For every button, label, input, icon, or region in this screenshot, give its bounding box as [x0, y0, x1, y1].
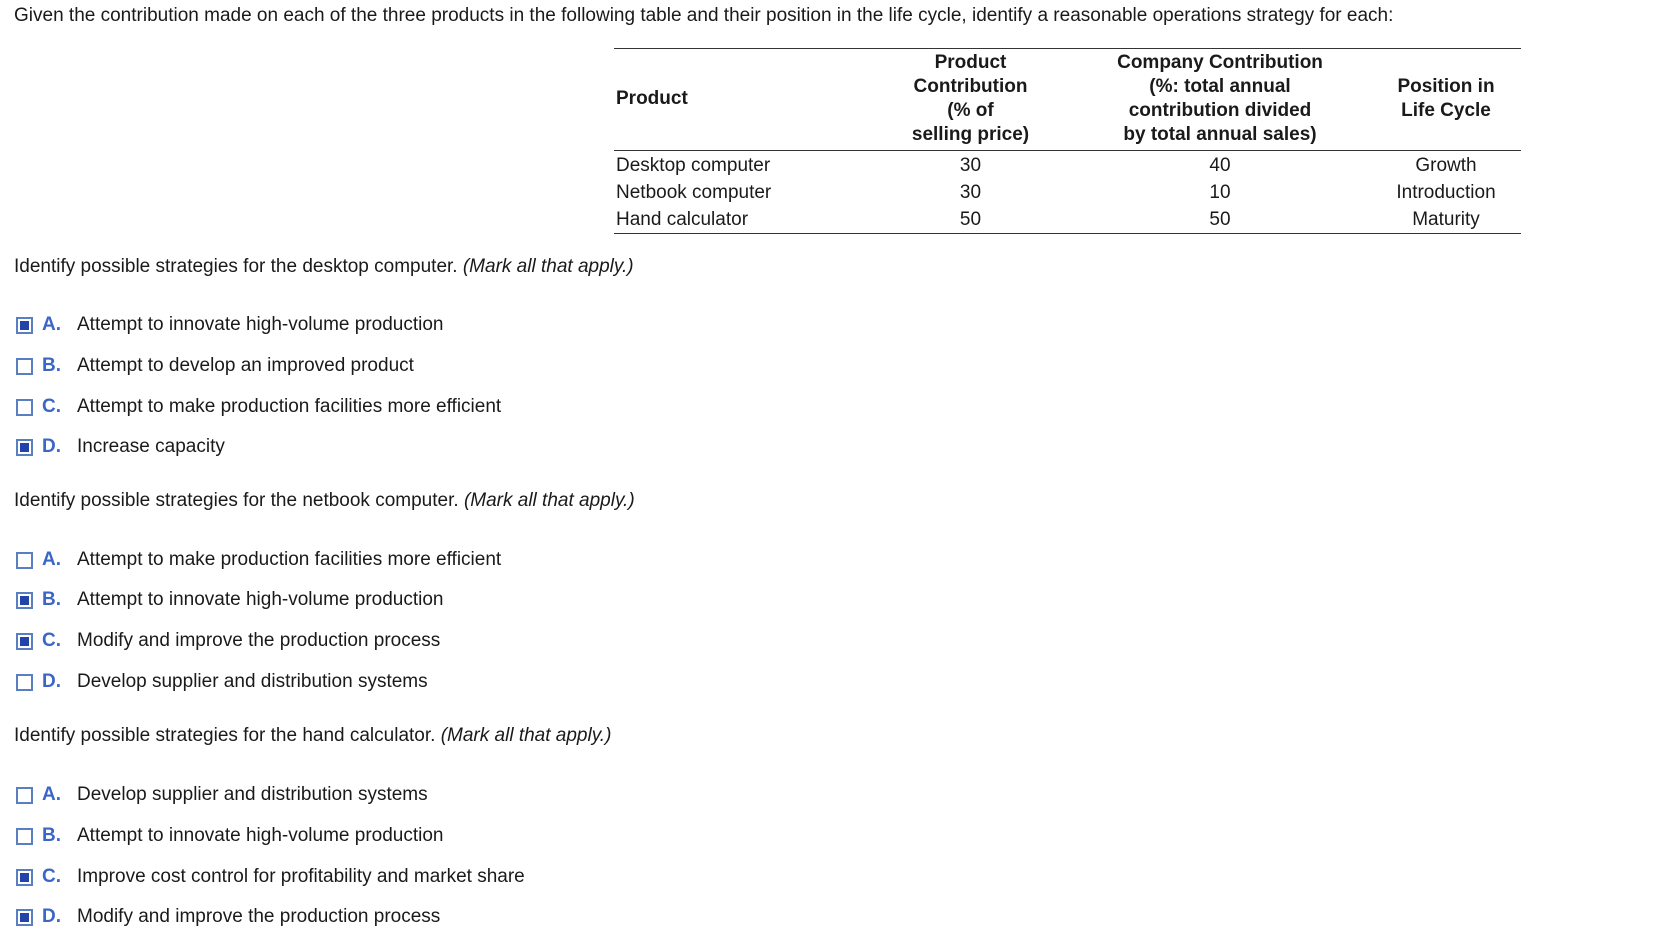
- table-row: [614, 151, 1521, 180]
- header-line: Product: [934, 52, 1007, 73]
- option-text: Develop supplier and distribution systems: [77, 784, 428, 805]
- checkbox-icon[interactable]: [16, 552, 33, 569]
- netbook-option-d[interactable]: [16, 669, 428, 695]
- product-data-table: [614, 48, 1521, 234]
- header-line: contribution divided: [1128, 100, 1312, 121]
- calculator-option-a[interactable]: [16, 782, 428, 808]
- checkbox-icon[interactable]: [16, 828, 33, 845]
- netbook-option-c[interactable]: [16, 628, 440, 654]
- netbook-option-a[interactable]: [16, 547, 501, 573]
- question-calculator-prompt: [14, 725, 611, 747]
- netbook-option-b[interactable]: [16, 587, 444, 613]
- cell-company-contribution: 10: [1209, 182, 1231, 203]
- table-row: [614, 179, 1521, 206]
- cell-product-contribution: 50: [959, 209, 982, 230]
- option-text: Attempt to make production facilities more efficient: [77, 396, 502, 417]
- option-letter: B.: [42, 589, 61, 610]
- table-row: [614, 206, 1521, 234]
- calculator-option-d[interactable]: [16, 904, 440, 930]
- option-text: Attempt to make production facilities more efficient: [77, 549, 502, 570]
- cell-company-contribution: 40: [1209, 155, 1231, 176]
- desktop-option-b[interactable]: [16, 353, 414, 379]
- checkbox-icon[interactable]: [16, 674, 33, 691]
- option-letter: B.: [42, 355, 61, 376]
- cell-position: Growth: [1415, 155, 1477, 176]
- cell-company-contribution: 50: [1209, 209, 1231, 230]
- calculator-option-b[interactable]: [16, 823, 444, 849]
- option-text: Modify and improve the production process: [77, 906, 441, 927]
- option-text: Modify and improve the production process: [77, 630, 441, 651]
- cell-position: Maturity: [1412, 209, 1480, 230]
- header-line: by total annual sales): [1123, 124, 1317, 145]
- option-letter: C.: [42, 630, 61, 651]
- header-line: Position in: [1397, 76, 1495, 97]
- option-text: Attempt to innovate high-volume production: [77, 589, 444, 610]
- desktop-option-a[interactable]: [16, 312, 444, 338]
- header-line: (%: total annual: [1149, 76, 1291, 97]
- question-instruction: (Mark all that apply.): [463, 490, 635, 511]
- option-letter: C.: [42, 396, 61, 417]
- option-text: Improve cost control for profitability and market share: [77, 866, 525, 887]
- option-letter: B.: [42, 825, 61, 846]
- option-letter: C.: [42, 866, 61, 887]
- checkbox-fill: [20, 913, 29, 922]
- option-text: Attempt to develop an improved product: [77, 355, 414, 376]
- header-line: selling price): [911, 124, 1030, 145]
- question-text: Identify possible strategies for the desktop computer.: [14, 256, 458, 277]
- option-text: Attempt to innovate high-volume production: [77, 825, 444, 846]
- cell-product: Hand calculator: [616, 209, 749, 230]
- cell-product: Desktop computer: [616, 155, 771, 176]
- question-netbook-prompt: [14, 490, 635, 512]
- option-letter: A.: [42, 549, 61, 570]
- option-text: Attempt to innovate high-volume production: [77, 314, 444, 335]
- header-line: Contribution: [913, 76, 1028, 97]
- option-letter: D.: [42, 906, 61, 927]
- option-text: Develop supplier and distribution systems: [77, 671, 428, 692]
- question-text: Identify possible strategies for the netbook computer.: [14, 490, 459, 511]
- option-letter: D.: [42, 671, 61, 692]
- header-line: Company Contribution: [1117, 52, 1323, 73]
- header-line: Life Cycle: [1401, 100, 1491, 121]
- checkbox-fill: [20, 443, 29, 452]
- question-instruction: (Mark all that apply.): [440, 725, 612, 746]
- cell-product-contribution: 30: [959, 182, 982, 203]
- question-intro: Given the contribution made on each of the three products in the following table and their position in the life cycle, identify a reasonable operations strategy for each:: [14, 5, 1394, 26]
- desktop-option-d[interactable]: [16, 434, 225, 460]
- calculator-option-c[interactable]: [16, 864, 525, 890]
- option-text: Increase capacity: [77, 436, 225, 457]
- checkbox-icon[interactable]: [16, 633, 33, 650]
- cell-product-contribution: 30: [959, 155, 982, 176]
- cell-position: Introduction: [1396, 182, 1496, 203]
- checkbox-icon[interactable]: [16, 592, 33, 609]
- header-product-contribution: [872, 49, 1069, 151]
- header-line: (% of: [947, 100, 994, 121]
- question-desktop-prompt: [14, 256, 634, 278]
- option-letter: A.: [42, 314, 61, 335]
- checkbox-fill: [20, 596, 29, 605]
- header-position: [1371, 49, 1521, 151]
- checkbox-fill: [20, 321, 29, 330]
- checkbox-fill: [20, 873, 29, 882]
- checkbox-icon[interactable]: [16, 317, 33, 334]
- option-letter: D.: [42, 436, 61, 457]
- checkbox-icon[interactable]: [16, 869, 33, 886]
- checkbox-icon[interactable]: [16, 909, 33, 926]
- desktop-option-c[interactable]: [16, 394, 501, 420]
- checkbox-icon[interactable]: [16, 787, 33, 804]
- checkbox-icon[interactable]: [16, 439, 33, 456]
- header-product: Product: [616, 88, 688, 109]
- checkbox-icon[interactable]: [16, 358, 33, 375]
- question-text: Identify possible strategies for the hand calculator.: [14, 725, 436, 746]
- question-instruction: (Mark all that apply.): [462, 256, 634, 277]
- cell-product: Netbook computer: [616, 182, 772, 203]
- table-header-row: [614, 49, 1521, 151]
- checkbox-icon[interactable]: [16, 399, 33, 416]
- option-letter: A.: [42, 784, 61, 805]
- header-company-contribution: [1069, 49, 1371, 151]
- checkbox-fill: [20, 637, 29, 646]
